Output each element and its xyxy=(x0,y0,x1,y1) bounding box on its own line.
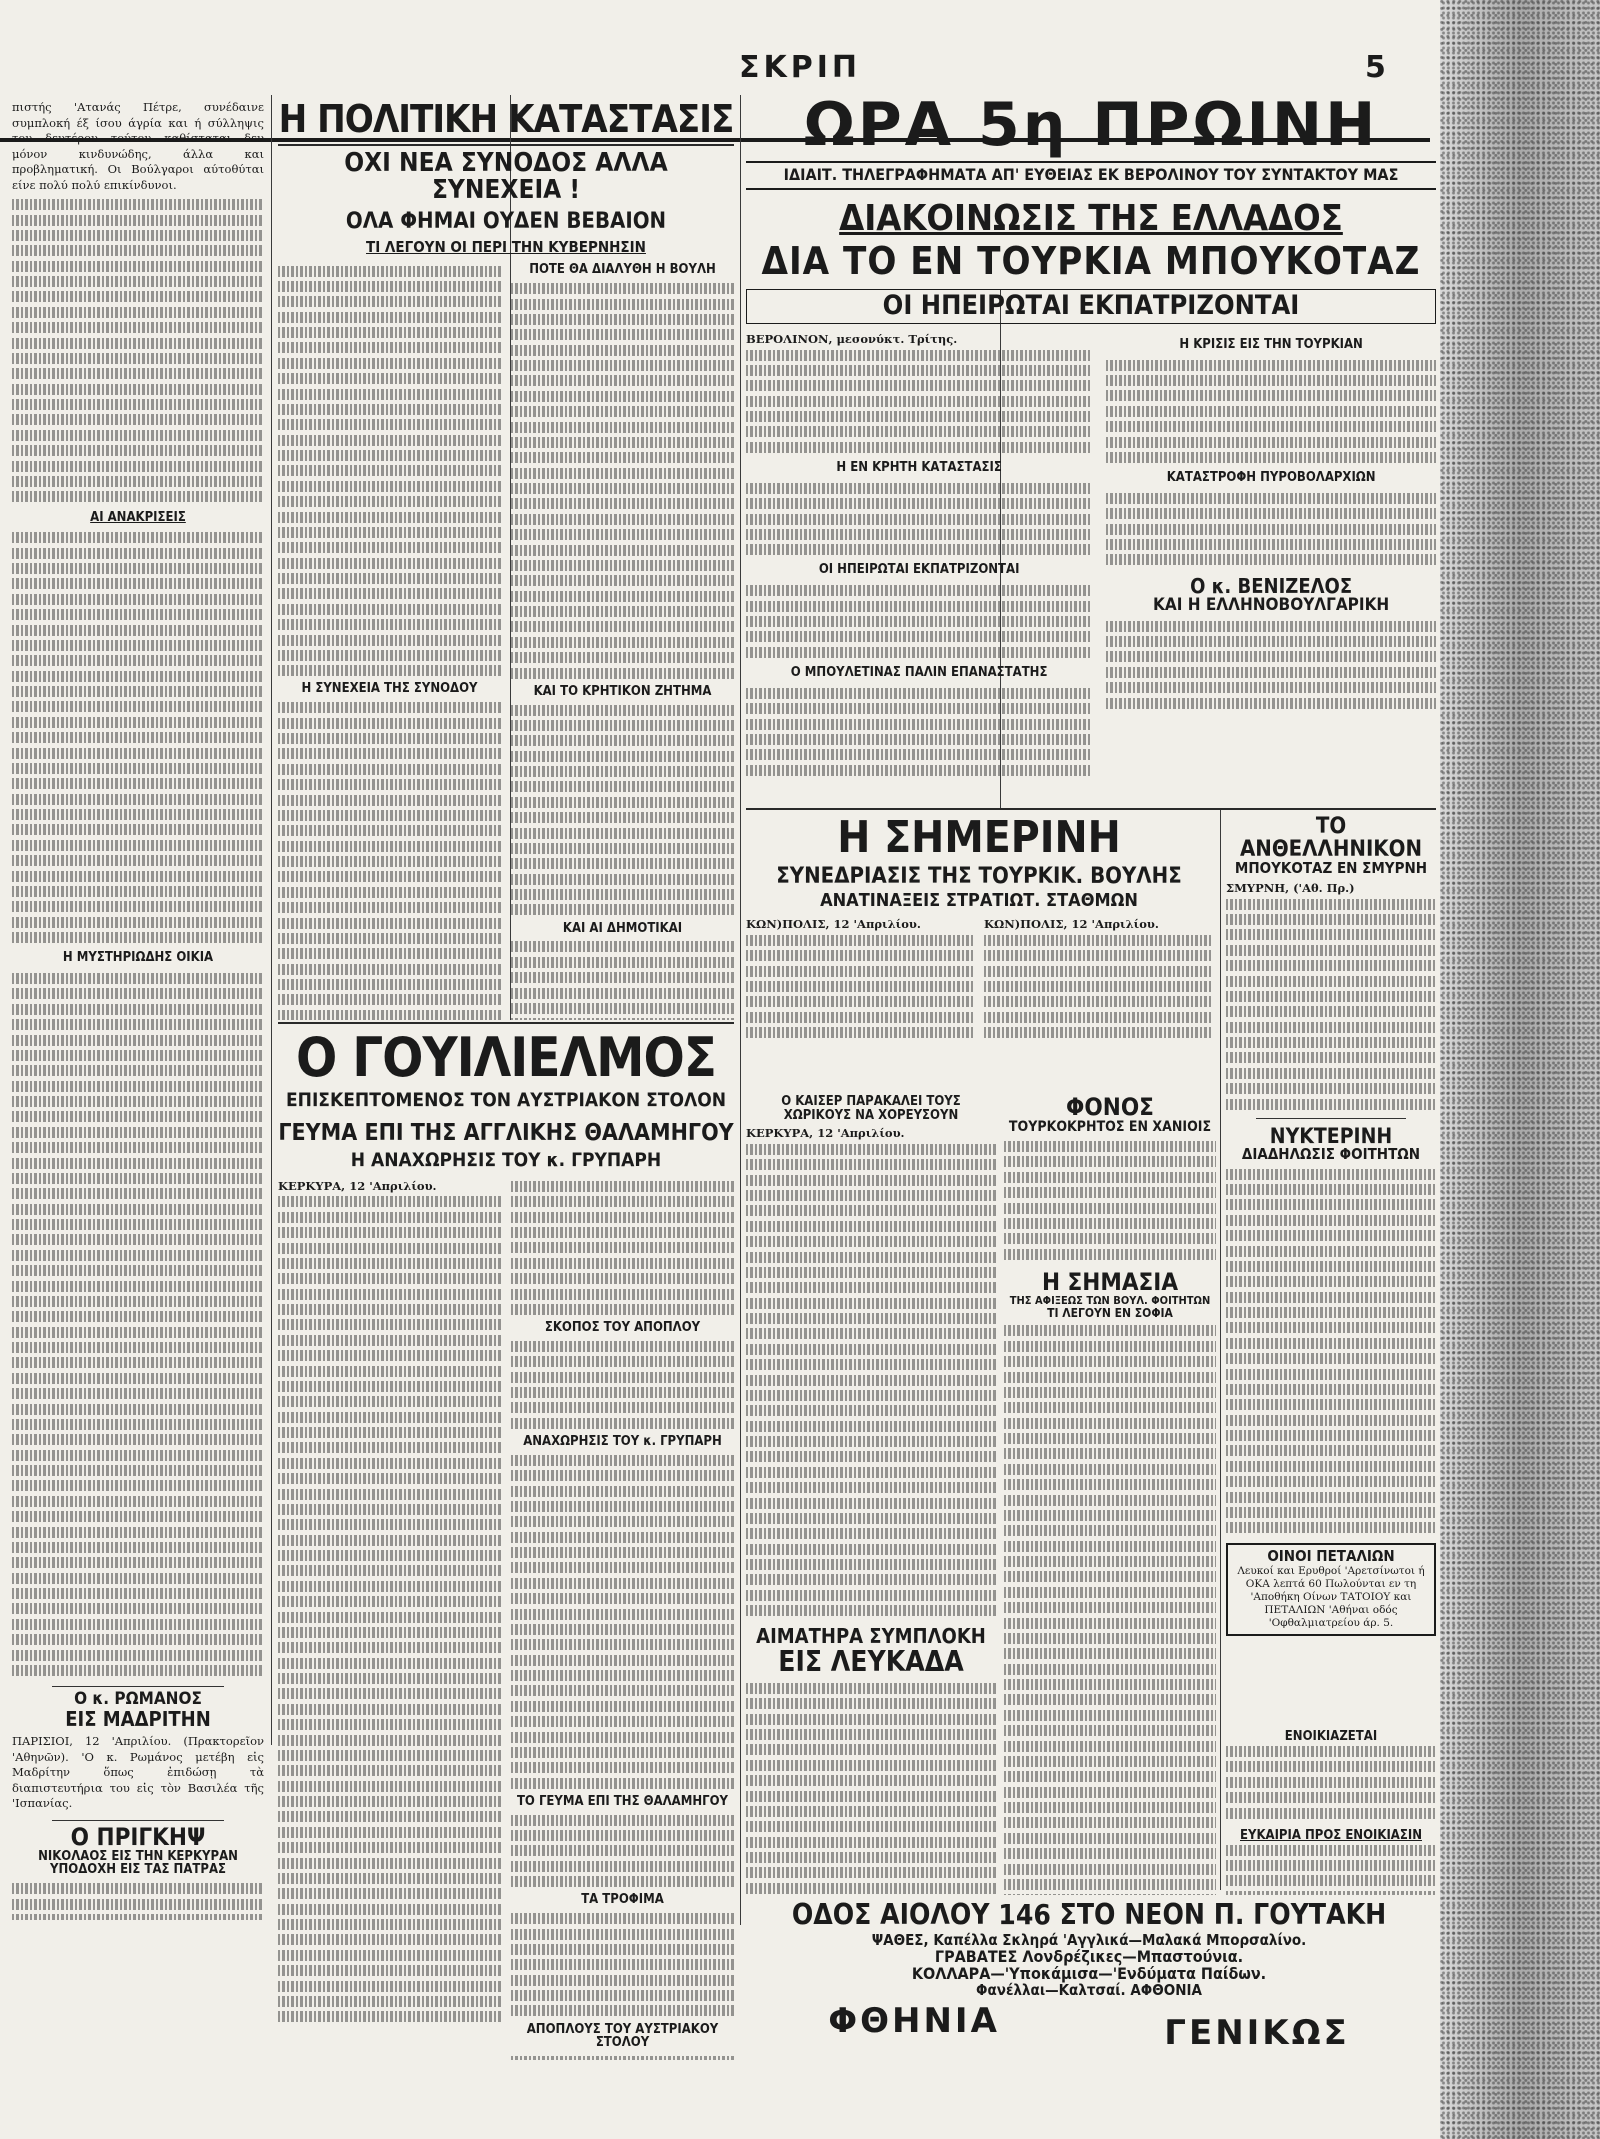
headline-smyrna-boycott: ΜΠΟΥΚΟΤΑΖ ΕΝ ΣΜΥΡΝΗ xyxy=(1234,859,1428,878)
body-text-block xyxy=(511,281,734,681)
headline-government-circles: ΤΙ ΛΕΓΟΥΝ ΟΙ ΠΕΡΙ ΤΗΝ ΚΥΒΕΡΝΗΣΙΝ xyxy=(366,237,646,256)
subhead-mpouletinas: Ο ΜΠΟΥΛΕΤΙΝΑΣ ΠΑΛΙΝ ΕΠΑΝΑΣΤΑΤΗΣ xyxy=(790,664,1048,680)
subhead-fleet-departure: ΑΠΟΠΛΟΥΣ ΤΟΥ ΑΥΣΤΡΙΑΚΟΥ ΣΤΟΛΟΥ xyxy=(526,2021,719,2051)
headline-patras: ΥΠΟΔΟΧΗ ΕΙΣ ΤΑΣ ΠΑΤΡΑΣ xyxy=(50,1862,226,1878)
dateline-smyrna: ΣΜΥΡΝΗ, ('Αθ. Πρ.) xyxy=(1226,880,1355,895)
ad-goutakis xyxy=(746,1900,1432,2100)
subhead-dissolve-parliament: ΠΟΤΕ ΘΑ ΔΙΑΛΥΘΗ Η ΒΟΥΛΗ xyxy=(529,262,716,278)
body-text-block xyxy=(1106,618,1436,710)
subbanner-telegrams: ΙΔΙΑΙΤ. ΤΗΛΕΓΡΑΦΗΜΑΤΑ ΑΠ' ΕΥΘΕΙΑΣ ΕΚ ΒΕΡΟΛΙΝΟΥ ΤΟΥ ΣΥΝΤΑΚΤΟΥ ΜΑΣ xyxy=(783,165,1399,184)
masthead xyxy=(0,50,1600,92)
article-intro: πιστής 'Ατανάς Πέτρε, συνέδαινε συμπλοκή έξ ίσου άγρία και ή σύλληψις του δευτέρου τούτου καθίσταται δεν μόνον κινδυνώδης, άλλα και προβληματική. Οι Βούλγαροι αύτοθύται είνε πολύ πολύ επικίνδυνοι. xyxy=(12,100,264,192)
subhead-purpose: ΣΚΟΠΟΣ ΤΟΥ ΑΠΟΠΛΟΥ xyxy=(544,1320,701,1336)
berlin-body xyxy=(746,332,1436,778)
headline-nikolaos-corfu: ΝΙΚΟΛΑΟΣ ΕΙΣ ΤΗΝ ΚΕΡΚΥΡΑΝ xyxy=(38,1848,238,1864)
article-romanos: ΠΑΡΙΣΙΟΙ, 12 'Απριλίου. (Πρακτορεῖον 'Αθηνῶν). 'Ο κ. Ρωμάνος μετέβη εἰς Μαδρίτην ὅπως ἐπιδώσῃ τὰ διαπιστευτήρια του εἰς τὸν Βασιλέα τῆς 'Ισπανίας. xyxy=(12,1734,264,1810)
kaiser-body xyxy=(278,1179,734,2060)
ad-generally: ΓΕΝΙΚΩΣ xyxy=(1164,2013,1350,2054)
headline-significance: Η ΣΗΜΑΣΙΑ xyxy=(1041,1267,1179,1296)
rule xyxy=(278,1022,734,1024)
body-text-block xyxy=(511,1813,734,1890)
kaiser-section xyxy=(278,1030,734,2060)
headline-turkish-session: ΣΥΝΕΔΡΙΑΣΙΣ ΤΗΣ ΤΟΥΡΚΙΚ. ΒΟΥΛΗΣ xyxy=(776,864,1182,890)
body-text-block xyxy=(511,1453,734,1791)
subhead-crete: Η ΕΝ ΚΡΗΤΗ ΚΑΤΑΣΤΑΣΙΣ xyxy=(836,459,1002,475)
middle-right-left xyxy=(746,1095,996,1895)
subhead-artillery: ΚΑΤΑΣΤΡΟΦΗ ΠΥΡΟΒΟΛΑΡΧΙΩΝ xyxy=(1166,470,1376,486)
ad-cheap: ΦΘΗΝΙΑ xyxy=(828,2001,1000,2042)
berlin-section xyxy=(746,95,1436,815)
body-text-block xyxy=(746,1681,996,1895)
headline-greek-note: ΔΙΑΚΟΙΝΩΣΙΣ ΤΗΣ ΕΛΛΑΔΟΣ xyxy=(839,197,1343,239)
subhead-food: ΤΑ ΤΡΟΦΙΜΑ xyxy=(581,1892,664,1908)
dateline-corfu: ΚΕΡΚΥΡΑ, 12 'Απριλίου. xyxy=(278,1178,437,1193)
body-text-block xyxy=(12,1881,264,1920)
headline-kaiser-dance: Ο ΚΑΙΣΕΡ ΠΑΡΑΚΑΛΕΙ ΤΟΥΣ ΧΩΡΙΚΟΥΣ ΝΑ ΧΟΡΕΥΣΟΥΝ xyxy=(781,1095,961,1123)
page-number: 5 xyxy=(1365,50,1386,85)
column-left xyxy=(12,100,264,1920)
dateline-constantinople: ΚΩΝ)ΠΟΛΙΣ, 12 'Απριλίου. xyxy=(984,917,1159,932)
body-text-block xyxy=(511,702,734,917)
subhead-cretan-question: ΚΑΙ ΤΟ ΚΡΗΤΙΚΟΝ ΖΗΤΗΜΑ xyxy=(533,683,712,699)
headline-greek-bulgarian: ΚΑΙ Η ΕΛΛΗΝΟΒΟΥΛΓΑΡΙΚΗ xyxy=(1153,594,1390,615)
body-text-block xyxy=(1106,357,1436,465)
headline-sofia: ΤΙ ΛΕΓΟΥΝ ΕΝ ΣΟΦΙΑ xyxy=(1047,1305,1173,1320)
right-column xyxy=(1226,815,1436,1895)
headline-romanos: Ο κ. ΡΩΜΑΝΟΣ xyxy=(74,1689,202,1710)
headline-dinner-yacht: ΓΕΥΜΑ ΕΠΙ ΤΗΣ ΑΓΓΛΙΚΗΣ ΘΑΛΑΜΗΓΟΥ xyxy=(278,1119,734,1146)
headline-student-demo: ΔΙΑΔΗΛΩΣΙΣ ΦΟΙΤΗΤΩΝ xyxy=(1241,1144,1421,1163)
headline-explosions: ΑΝΑΤΙΝΑΞΕΙΣ ΣΤΡΑΤΙΩΤ. ΣΤΑΘΜΩΝ xyxy=(820,890,1138,912)
body-text-block xyxy=(12,530,264,945)
headline-turkocretan: ΤΟΥΡΚΟΚΡΗΤΟΣ ΕΝ ΧΑΝΙΟΙΣ xyxy=(1008,1119,1212,1136)
headline-madrid: ΕΙΣ ΜΑΔΡΙΤΗΝ xyxy=(65,1707,211,1731)
body-text-block xyxy=(1226,1842,1436,1895)
headline-no-new-session: ΟΧΙ ΝΕΑ ΣΥΝΟΔΟΣ ΑΛΛΑ ΣΥΝΕΧΕΙΑ ! xyxy=(344,147,668,206)
body-text-block xyxy=(278,1194,501,2024)
subhead-municipal: ΚΑΙ ΑΙ ΔΗΜΟΤΙΚΑΙ xyxy=(562,920,683,936)
politics-section xyxy=(278,100,734,1020)
dateline-constantinople: ΚΩΝ)ΠΟΛΙΣ, 12 'Απριλίου. xyxy=(746,917,921,932)
column-rule xyxy=(740,95,741,1925)
newspaper-title: ΣΚΡΙΠ xyxy=(739,50,861,85)
headline-epirots: ΟΙ ΗΠΕΙΡΩΤΑΙ ΕΚΠΑΤΡΙΖΟΝΤΑΙ xyxy=(746,289,1436,323)
headline-students-arrival: ΤΗΣ ΑΦΙΞΕΩΣ ΤΩΝ ΒΟΥΛ. ΦΟΙΤΗΤΩΝ xyxy=(1009,1294,1211,1308)
headline-lefkada: ΕΙΣ ΛΕΥΚΑΔΑ xyxy=(778,1645,964,1679)
headline-boycott: ΔΙΑ ΤΟ ΕΝ ΤΟΥΡΚΙΑ ΜΠΟΥΚΟΤΑΖ xyxy=(761,238,1421,283)
headline-night: ΝΥΚΤΕΡΙΝΗ xyxy=(1269,1123,1393,1148)
banner-5am: ΩΡΑ 5η ΠΡΩΙΝΗ xyxy=(803,95,1379,160)
middle-right-right xyxy=(1004,1095,1216,1895)
body-text-block xyxy=(511,1911,734,2019)
body-text-block xyxy=(746,481,1092,558)
body-text-block xyxy=(1226,1744,1436,1821)
headline-anti-hellenic: ΤΟ ΑΝΘΕΛΛΗΝΙΚΟΝ xyxy=(1239,815,1423,863)
body-text-block xyxy=(746,1142,996,1619)
headline-rent: ΕΝΟΙΚΙΑΖΕΤΑΙ xyxy=(1284,1729,1378,1745)
ad-flannels: Φανέλλαι—Καλτσαί. ΑΦΘΟΝΙΑ xyxy=(976,1980,1202,1999)
body-text-block xyxy=(1004,1139,1216,1262)
body-text-block xyxy=(511,939,734,1020)
body-text-block xyxy=(12,197,264,505)
dateline-corfu: ΚΕΡΚΥΡΑ, 12 'Απριλίου. xyxy=(746,1126,905,1141)
headline-investigations: ΑΙ ΑΝΑΚΡΙΣΕΙΣ xyxy=(90,509,186,525)
headline-rental-opportunity: ΕΥΚΑΙΡΙΑ ΠΡΟΣ ΕΝΟΙΚΙΑΣΙΝ xyxy=(1240,1827,1422,1843)
subhead-yacht-dinner: ΤΟ ΓΕΥΜΑ ΕΠΙ ΤΗΣ ΘΑΛΑΜΗΓΟΥ xyxy=(516,1793,729,1809)
headline-murder: ΦΟΝΟΣ xyxy=(1066,1095,1154,1121)
headline-all-rumors: ΟΛΑ ΦΗΜΑΙ ΟΥΔΕΝ ΒΕΒΑΙΟΝ xyxy=(345,209,667,235)
headline-prince: Ο ΠΡΙΓΚΗΨ xyxy=(70,1822,206,1851)
headline-wilhelm: Ο ΓΟΥΙΛΙΕΛΜΟΣ xyxy=(296,1030,716,1089)
body-text-block xyxy=(1004,1323,1216,1895)
body-text-block xyxy=(746,347,1092,455)
body-text-block xyxy=(1226,896,1436,1111)
politics-body xyxy=(278,263,734,1020)
body-text-block xyxy=(1106,491,1436,568)
subhead-epirots: ΟΙ ΗΠΕΙΡΩΤΑΙ ΕΚΠΑΤΡΙΖΟΝΤΑΙ xyxy=(818,562,1020,578)
headline-todays: Η ΣΗΜΕΡΙΝΗ xyxy=(837,815,1121,863)
ad-hats: ΨΑΘΕΣ, Καπέλλα Σκληρά 'Αγγλικά—Μαλακά Μπορσαλίνο. xyxy=(871,1931,1307,1950)
ad-ties: ΓΡΑΒΑΤΕΣ Λονδρέζικες—Μπαστούνια. xyxy=(934,1947,1244,1967)
headline-venizelos: Ο κ. ΒΕΝΙΖΕΛΟΣ xyxy=(1190,573,1353,598)
subhead-crisis-turkey: Η ΚΡΙΣΙΣ ΕΙΣ ΤΗΝ ΤΟΥΡΚΙΑΝ xyxy=(1179,336,1363,352)
body-text-block xyxy=(511,2054,734,2060)
rule xyxy=(746,808,1436,810)
subhead-gryparis: ΑΝΑΧΩΡΗΣΙΣ ΤΟΥ κ. ΓΡΥΠΑΡΗ xyxy=(523,1433,722,1449)
headline-bloody-clash: ΑΙΜΑΤΗΡΑ ΣΥΜΠΛΟΚΗ xyxy=(756,1624,986,1649)
rule xyxy=(278,144,734,146)
headline-visiting-fleet: ΕΠΙΣΚΕΠΤΟΜΕΝΟΣ ΤΟΝ ΑΥΣΤΡΙΑΚΟΝ ΣΤΟΛΟΝ xyxy=(285,1088,727,1111)
headline-mysterious-house: Η ΜΥΣΤΗΡΙΩΔΗΣ ΟΙΚΙΑ xyxy=(62,950,214,966)
body-text-block xyxy=(746,933,974,1041)
headline-political-situation: Η ΠΟΛΙΤΙΚΗ ΚΑΤΑΣΤΑΣΙΣ xyxy=(278,100,734,141)
column-rule xyxy=(271,95,272,1745)
turkish-parliament-section xyxy=(746,815,1212,1095)
ad-collars: ΚΟΛΛΑΡΑ—'Υποκάμισα—'Ενδύματα Παίδων. xyxy=(911,1963,1267,1983)
ad-wine xyxy=(1226,1543,1436,1636)
body-text-block xyxy=(746,583,1092,660)
body-text-block xyxy=(12,971,264,1678)
subhead-session-continues: Η ΣΥΝΕΧΕΙΑ ΤΗΣ ΣΥΝΟΔΟΥ xyxy=(301,681,478,697)
scan-edge xyxy=(1440,0,1600,2139)
body-text-block xyxy=(511,1339,734,1431)
body-text-block xyxy=(511,1179,734,1317)
body-text-block xyxy=(1226,1166,1436,1535)
body-text-block xyxy=(746,686,1092,778)
headline-wine: ΟΙΝΟΙ ΠΕΤΑΛΙΩΝ xyxy=(1267,1547,1395,1566)
column-rule xyxy=(1220,810,1221,1890)
body-text-block xyxy=(278,263,501,678)
ad-wine-text: Λευκοί και Ερυθροί 'Αρετσίνωτοι ή ΟΚΑ λεπτά 60 Πωλούνται εν τη 'Αποθήκη Οίνων ΤΑΤΟΙΟΥ και ΠΕΤΑΛΙΩΝ 'Αθήναι οδός 'Οφθαλμιατρείου άρ. 5. xyxy=(1237,1565,1425,1630)
body-text-block xyxy=(984,933,1212,1041)
ad-address: ΟΔΟΣ ΑΙΟΛΟΥ 146 ΣΤΟ ΝΕΟΝ Π. ΓΟΥΤΑΚΗ xyxy=(791,1898,1387,1931)
headline-gryparis-departure: Η ΑΝΑΧΩΡΗΣΙΣ ΤΟΥ κ. ΓΡΥΠΑΡΗ xyxy=(350,1148,662,1171)
body-text-block xyxy=(278,700,501,1020)
dateline-berlin: ΒΕΡΟΛΙΝΟΝ, μεσονύκτ. Τρίτης. xyxy=(746,331,958,346)
